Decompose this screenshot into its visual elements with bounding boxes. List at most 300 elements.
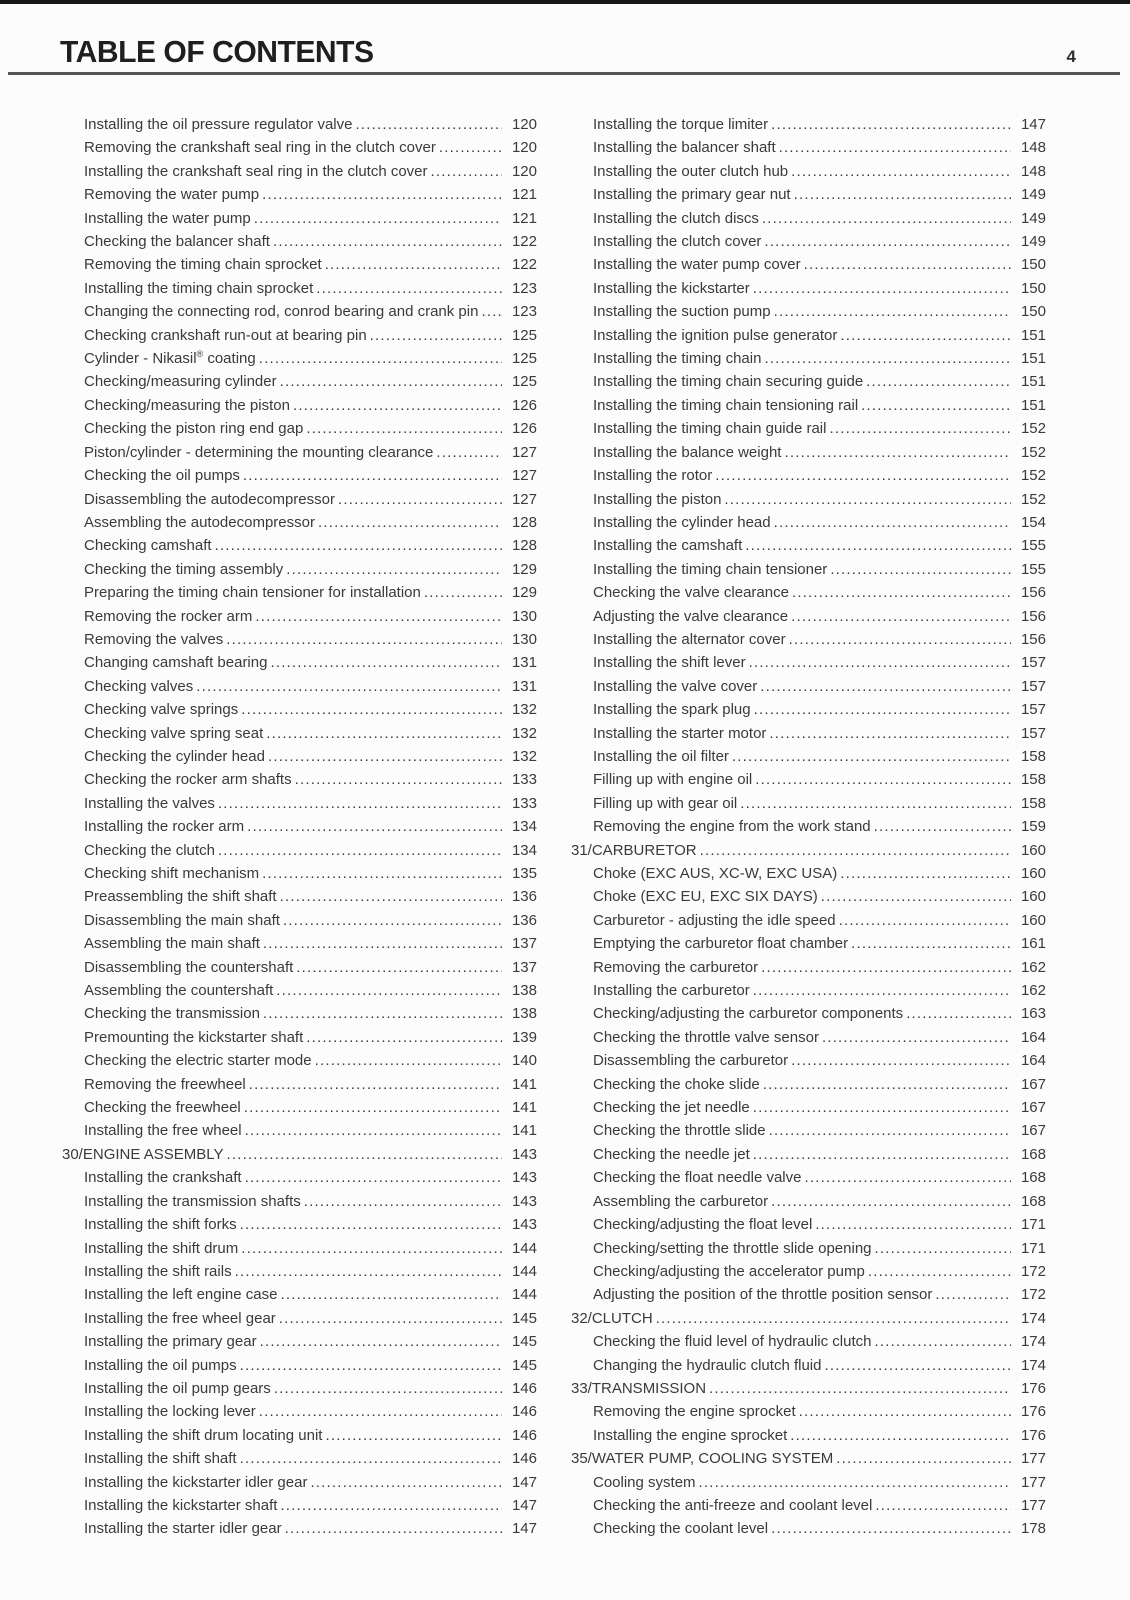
toc-entry-page: 149 (1020, 233, 1046, 251)
toc-entry-title: Installing the water pump (84, 209, 251, 227)
toc-entry (62, 347, 537, 370)
toc-entry-title: Installing the timing chain securing guide (593, 373, 864, 391)
toc-entry (571, 956, 1046, 979)
toc-entry (571, 394, 1046, 417)
toc-entry-page: 163 (1020, 1005, 1046, 1023)
toc-entry (571, 815, 1046, 838)
toc-entry-title: Installing the timing chain (593, 350, 762, 368)
dot-leader (792, 581, 1011, 604)
toc-section-entry (571, 1447, 1046, 1470)
toc-entry (571, 160, 1046, 183)
toc-entry-page: 154 (1020, 513, 1046, 531)
dot-leader (439, 136, 502, 159)
toc-section-entry (571, 839, 1046, 862)
toc-entry-title: Assembling the countershaft (84, 982, 274, 1000)
toc-entry-page: 129 (511, 584, 537, 602)
toc-entry (571, 441, 1046, 464)
toc-section-entry (571, 1377, 1046, 1400)
toc-entry-title: Checking the freewheel (84, 1099, 241, 1117)
toc-entry-title: Installing the free wheel (84, 1122, 242, 1140)
toc-entry-page: 162 (1020, 958, 1046, 976)
toc-entry-page: 152 (1020, 420, 1046, 438)
toc-entry (571, 1494, 1046, 1517)
toc-entry-page: 141 (511, 1075, 537, 1093)
toc-entry-page: 139 (511, 1028, 537, 1046)
toc-entry-page: 174 (1020, 1356, 1046, 1374)
toc-entry-page: 134 (511, 841, 537, 859)
toc-entry-page: 158 (1020, 747, 1046, 765)
toc-entry-page: 133 (511, 771, 537, 789)
toc-entry (62, 651, 537, 674)
toc-entry-title: Checking/measuring the piston (84, 396, 290, 414)
dot-leader (286, 558, 502, 581)
toc-entry (62, 956, 537, 979)
toc-entry-title: 30/ENGINE ASSEMBLY (62, 1145, 224, 1163)
toc-entry-page: 150 (1020, 256, 1046, 274)
toc-entry-title: Installing the oil pump gears (84, 1379, 271, 1397)
dot-leader (851, 932, 1011, 955)
dot-leader (295, 768, 502, 791)
toc-entry-page: 138 (511, 1005, 537, 1023)
toc-entry-page: 130 (511, 630, 537, 648)
toc-entry-title: Installing the starter idler gear (84, 1520, 282, 1538)
dot-leader (874, 815, 1011, 838)
dot-leader (753, 1143, 1011, 1166)
toc-entry-page: 147 (1020, 116, 1046, 133)
toc-entry-title: Checking valve springs (84, 701, 239, 719)
toc-entry (62, 1260, 537, 1283)
toc-entry-title: Installing the valve cover (593, 677, 758, 695)
toc-entry (62, 1002, 537, 1025)
toc-entry (571, 136, 1046, 159)
dot-leader (709, 1377, 1011, 1400)
toc-entry-page: 157 (1020, 724, 1046, 742)
toc-entry-title: Installing the oil pumps (84, 1356, 237, 1374)
toc-entry-title: Checking the electric starter mode (84, 1052, 312, 1070)
dot-leader (724, 488, 1011, 511)
toc-entry-title: Installing the suction pump (593, 303, 771, 321)
toc-entry (62, 885, 537, 908)
dot-leader (276, 979, 502, 1002)
toc-entry-page: 129 (511, 560, 537, 578)
toc-entry-page: 177 (1020, 1496, 1046, 1514)
toc-entry-page: 127 (511, 467, 537, 485)
dot-leader (285, 1517, 502, 1540)
toc-entry (571, 207, 1046, 230)
toc-entry-page: 168 (1020, 1192, 1046, 1210)
toc-entry-page: 120 (511, 162, 537, 180)
toc-entry-page: 145 (511, 1333, 537, 1351)
dot-leader (815, 1213, 1011, 1236)
toc-entry (62, 581, 537, 604)
toc-entry-page: 127 (511, 490, 537, 508)
toc-entry (571, 1283, 1046, 1306)
toc-entry (62, 1494, 537, 1517)
toc-entry-title: Installing the locking lever (84, 1403, 256, 1421)
toc-entry-page: 143 (511, 1169, 537, 1187)
toc-entry-title: Installing the timing chain sprocket (84, 279, 314, 297)
dot-leader (293, 394, 502, 417)
dot-leader (266, 722, 502, 745)
toc-entry (571, 862, 1046, 885)
toc-entry (62, 1026, 537, 1049)
toc-entry-title: Checking shift mechanism (84, 865, 260, 882)
dot-leader (243, 464, 502, 487)
toc-entry-page: 144 (511, 1239, 537, 1257)
toc-entry (62, 1190, 537, 1213)
toc-entry-title: Installing the oil filter (593, 747, 729, 765)
toc-entry-title: Removing the crankshaft seal ring in the clutch cover (84, 139, 436, 157)
dot-leader (774, 300, 1011, 323)
toc-entry-page: 150 (1020, 279, 1046, 297)
toc-entry-title: Premounting the kickstarter shaft (84, 1028, 304, 1046)
toc-entry-page: 156 (1020, 584, 1046, 602)
toc-entry-title: Disassembling the main shaft (84, 911, 280, 929)
toc-entry (62, 183, 537, 206)
toc-entry-title: Preparing the timing chain tensioner for installation (84, 584, 421, 602)
dot-leader (240, 1213, 502, 1236)
toc-entry-title: Installing the cylinder head (593, 513, 771, 531)
toc-entry-title: Installing the timing chain tensioning rail (593, 396, 859, 414)
dot-leader (699, 1471, 1011, 1494)
toc-entry-page: 123 (511, 279, 537, 297)
dot-leader (196, 675, 502, 698)
toc-entry-page: 171 (1020, 1216, 1046, 1234)
toc-entry (571, 511, 1046, 534)
dot-leader (715, 464, 1011, 487)
toc-entry (62, 324, 537, 347)
toc-entry-page: 174 (1020, 1333, 1046, 1351)
toc-entry-page: 155 (1020, 560, 1046, 578)
toc-entry (62, 1517, 537, 1540)
toc-entry-title: Installing the primary gear nut (593, 186, 791, 204)
toc-entry-title: Filling up with engine oil (593, 771, 753, 789)
toc-entry (571, 581, 1046, 604)
toc-entry-page: 146 (511, 1450, 537, 1468)
dot-leader (235, 1260, 502, 1283)
toc-entry-title: Checking the throttle slide (593, 1122, 766, 1140)
toc-entry (571, 698, 1046, 721)
toc-entry-title: Checking the transmission (84, 1005, 260, 1023)
toc-entry (62, 815, 537, 838)
toc-entry-page: 141 (511, 1099, 537, 1117)
toc-entry-page: 126 (511, 420, 537, 438)
toc-entry (571, 1049, 1046, 1072)
dot-leader (259, 347, 502, 370)
toc-entry-page: 148 (1020, 162, 1046, 180)
toc-entry (62, 1237, 537, 1260)
toc-column-left (62, 113, 537, 1541)
toc-entry (62, 1119, 537, 1142)
toc-entry-title: Installing the clutch cover (593, 233, 762, 251)
toc-entry-page: 150 (1020, 303, 1046, 321)
toc-entry-title: Cylinder - Nikasil® coating (84, 349, 256, 368)
toc-entry-title: Installing the crankshaft seal ring in the clutch cover (84, 162, 428, 180)
toc-entry-page: 131 (511, 654, 537, 672)
toc-entry-page: 158 (1020, 771, 1046, 789)
dot-leader (247, 815, 502, 838)
dot-leader (315, 1049, 502, 1072)
toc-entry-page: 143 (511, 1216, 537, 1234)
toc-entry-page: 146 (511, 1379, 537, 1397)
toc-entry-page: 161 (1020, 935, 1046, 953)
toc-entry-title: Disassembling the countershaft (84, 958, 294, 976)
toc-entry-title: Installing the crankshaft (84, 1169, 242, 1187)
dot-leader (799, 1400, 1011, 1423)
toc-entry (571, 979, 1046, 1002)
toc-entry (62, 207, 537, 230)
toc-entry-page: 130 (511, 607, 537, 625)
dot-leader (215, 534, 502, 557)
toc-entry (62, 488, 537, 511)
toc-entry-title: Installing the kickstarter shaft (84, 1496, 278, 1514)
toc-entry-title: Installing the torque limiter (593, 116, 769, 133)
toc-entry-page: 151 (1020, 326, 1046, 344)
dot-leader (244, 1096, 502, 1119)
dot-leader (249, 1073, 502, 1096)
dot-leader (240, 1354, 502, 1377)
dot-leader (774, 511, 1011, 534)
toc-entry (62, 1447, 537, 1470)
dot-leader (263, 1002, 502, 1025)
dot-leader (370, 324, 502, 347)
toc-entry (571, 230, 1046, 253)
dot-leader (763, 1073, 1011, 1096)
toc-entry-page: 125 (511, 326, 537, 344)
dot-leader (779, 136, 1011, 159)
toc-entry (571, 113, 1046, 136)
toc-entry-title: Choke (EXC AUS, XC-W, EXC USA) (593, 865, 838, 882)
toc-entry-page: 144 (511, 1286, 537, 1304)
dot-leader (268, 745, 502, 768)
toc-entry (62, 722, 537, 745)
dot-leader (279, 1307, 502, 1330)
dot-leader (424, 581, 502, 604)
dot-leader (935, 1283, 1011, 1306)
dot-leader (874, 1330, 1011, 1353)
dot-leader (830, 558, 1011, 581)
toc-entry-title: Installing the kickstarter idler gear (84, 1473, 308, 1491)
dot-leader (240, 1447, 502, 1470)
dot-leader (762, 207, 1011, 230)
toc-entry-page: 132 (511, 747, 537, 765)
toc-entry (571, 1237, 1046, 1260)
toc-entry-page: 128 (511, 513, 537, 531)
toc-entry (62, 605, 537, 628)
toc-entry-title: Checking the anti-freeze and coolant level (593, 1496, 873, 1514)
dot-leader (791, 605, 1011, 628)
toc-entry (571, 1166, 1046, 1189)
toc-entry-page: 162 (1020, 982, 1046, 1000)
toc-entry-page: 140 (511, 1052, 537, 1070)
toc-entry-page: 171 (1020, 1239, 1046, 1257)
toc-entry-title: Removing the engine from the work stand (593, 818, 871, 836)
toc-entry-title: Installing the rocker arm (84, 818, 245, 836)
toc-entry-page: 136 (511, 911, 537, 929)
toc-entry (62, 394, 537, 417)
toc-entry-title: Checking camshaft (84, 537, 212, 555)
dot-leader (260, 1330, 502, 1353)
toc-entry-title: Checking the throttle valve sensor (593, 1028, 819, 1046)
toc-entry-title: Changing the hydraulic clutch fluid (593, 1356, 822, 1374)
toc-entry (62, 698, 537, 721)
toc-entry-page: 145 (511, 1356, 537, 1374)
toc-entry-title: Disassembling the carburetor (593, 1052, 789, 1070)
toc-entry (571, 1096, 1046, 1119)
toc-entry-title: Installing the free wheel gear (84, 1309, 276, 1327)
toc-entry-title: Installing the transmission shafts (84, 1192, 301, 1210)
toc-entry-title: Installing the spark plug (593, 701, 751, 719)
toc-entry-title: Installing the valves (84, 794, 215, 812)
toc-entry (571, 1424, 1046, 1447)
toc-entry-title: Emptying the carburetor float chamber (593, 935, 849, 953)
toc-entry (62, 1377, 537, 1400)
dot-leader (306, 1026, 502, 1049)
toc-entry-title: 33/TRANSMISSION (571, 1379, 707, 1397)
toc-entry (571, 1330, 1046, 1353)
dot-leader (839, 909, 1011, 932)
dot-leader (283, 909, 502, 932)
toc-entry (571, 885, 1046, 908)
toc-entry-title: Installing the water pump cover (593, 256, 801, 274)
toc-entry-title: Installing the piston (593, 490, 722, 508)
toc-entry (571, 675, 1046, 698)
dot-leader (761, 956, 1011, 979)
toc-entry-page: 146 (511, 1403, 537, 1421)
toc-entry-page: 151 (1020, 396, 1046, 414)
toc-entry-title: Checking crankshaft run-out at bearing pin (84, 326, 367, 344)
toc-entry-page: 167 (1020, 1099, 1046, 1117)
toc-entry (62, 160, 537, 183)
toc-entry-page: 135 (511, 865, 537, 882)
toc-entry-page: 160 (1020, 841, 1046, 859)
dot-leader (310, 1471, 502, 1494)
toc-entry-page: 125 (511, 373, 537, 391)
toc-entry (62, 1283, 537, 1306)
dot-leader (316, 277, 502, 300)
toc-entry-title: Removing the freewheel (84, 1075, 246, 1093)
dot-leader (861, 394, 1011, 417)
toc-entry (62, 511, 537, 534)
toc-entry-page: 133 (511, 794, 537, 812)
toc-entry-title: Installing the timing chain guide rail (593, 420, 827, 438)
dot-leader (355, 113, 502, 136)
toc-entry-title: Checking the needle jet (593, 1145, 750, 1163)
dot-leader (822, 1026, 1011, 1049)
toc-entry (571, 768, 1046, 791)
dot-leader (280, 1283, 502, 1306)
page-number: 4 (1066, 47, 1076, 66)
toc-entry-page: 176 (1020, 1403, 1046, 1421)
dot-leader (745, 534, 1011, 557)
toc-entry-page: 176 (1020, 1426, 1046, 1444)
toc-entry-title: Checking the jet needle (593, 1099, 750, 1117)
toc-entry (62, 839, 537, 862)
dot-leader (769, 722, 1011, 745)
toc-entry-page: 149 (1020, 186, 1046, 204)
dot-leader (840, 862, 1011, 885)
dot-leader (700, 839, 1011, 862)
toc-entry (62, 745, 537, 768)
toc-entry (62, 1330, 537, 1353)
toc-entry (571, 1073, 1046, 1096)
dot-leader (754, 698, 1011, 721)
toc-entry (62, 1073, 537, 1096)
toc-entry-page: 138 (511, 982, 537, 1000)
toc-entry-page: 156 (1020, 607, 1046, 625)
dot-leader (769, 1119, 1011, 1142)
toc-entry (571, 628, 1046, 651)
toc-entry-page: 176 (1020, 1379, 1046, 1397)
toc-entry-title: Adjusting the valve clearance (593, 607, 789, 625)
toc-entry-page: 151 (1020, 373, 1046, 391)
toc-entry-title: Installing the carburetor (593, 982, 750, 1000)
toc-entry-page: 157 (1020, 677, 1046, 695)
toc-entry-page: 123 (511, 303, 537, 321)
toc-entry (571, 277, 1046, 300)
toc-entry (571, 464, 1046, 487)
dot-leader (821, 885, 1011, 908)
page-header (8, 4, 1120, 75)
toc-entry-page: 174 (1020, 1309, 1046, 1327)
dot-leader (245, 1119, 502, 1142)
toc-entry-page: 128 (511, 537, 537, 555)
dot-leader (875, 1494, 1011, 1517)
toc-entry-page: 177 (1020, 1473, 1046, 1491)
toc-entry-page: 144 (511, 1262, 537, 1280)
toc-entry-title: Installing the kickstarter (593, 279, 750, 297)
toc-entry-page: 143 (511, 1192, 537, 1210)
dot-leader (753, 277, 1011, 300)
toc-entry (571, 1190, 1046, 1213)
toc-entry-title: Checking the clutch (84, 841, 215, 859)
toc-entry-page: 160 (1020, 888, 1046, 906)
toc-entry-page: 151 (1020, 350, 1046, 368)
toc-entry (571, 1143, 1046, 1166)
toc-entry (571, 1400, 1046, 1423)
dot-leader (829, 417, 1011, 440)
dot-leader (263, 932, 502, 955)
dot-leader (296, 956, 502, 979)
toc-entry-title: Checking the oil pumps (84, 467, 240, 485)
toc-entry (62, 1307, 537, 1330)
toc-entry-title: Cooling system (593, 1473, 696, 1491)
toc-entry-title: Installing the ignition pulse generator (593, 326, 838, 344)
toc-entry (571, 558, 1046, 581)
toc-entry (571, 605, 1046, 628)
toc-entry-title: Choke (EXC EU, EXC SIX DAYS) (593, 888, 818, 906)
toc-entry (62, 370, 537, 393)
toc-entry-title: Checking the fluid level of hydraulic clutch (593, 1333, 872, 1351)
toc-entry-page: 147 (511, 1496, 537, 1514)
toc-entry-title: Removing the water pump (84, 186, 260, 204)
dot-leader (760, 675, 1011, 698)
toc-entry (62, 1471, 537, 1494)
toc-entry (62, 1213, 537, 1236)
toc-entry-title: Installing the shift lever (593, 654, 746, 672)
dot-leader (255, 605, 502, 628)
dot-leader (304, 1190, 502, 1213)
toc-entry-page: 156 (1020, 630, 1046, 648)
toc-entry (571, 932, 1046, 955)
toc-entry-page: 121 (511, 209, 537, 227)
toc-entry-title: Checking valves (84, 677, 194, 695)
toc-entry-page: 147 (511, 1473, 537, 1491)
dot-leader (790, 1424, 1011, 1447)
toc-entry (62, 534, 537, 557)
toc-entry (62, 1424, 537, 1447)
dot-leader (259, 1400, 502, 1423)
